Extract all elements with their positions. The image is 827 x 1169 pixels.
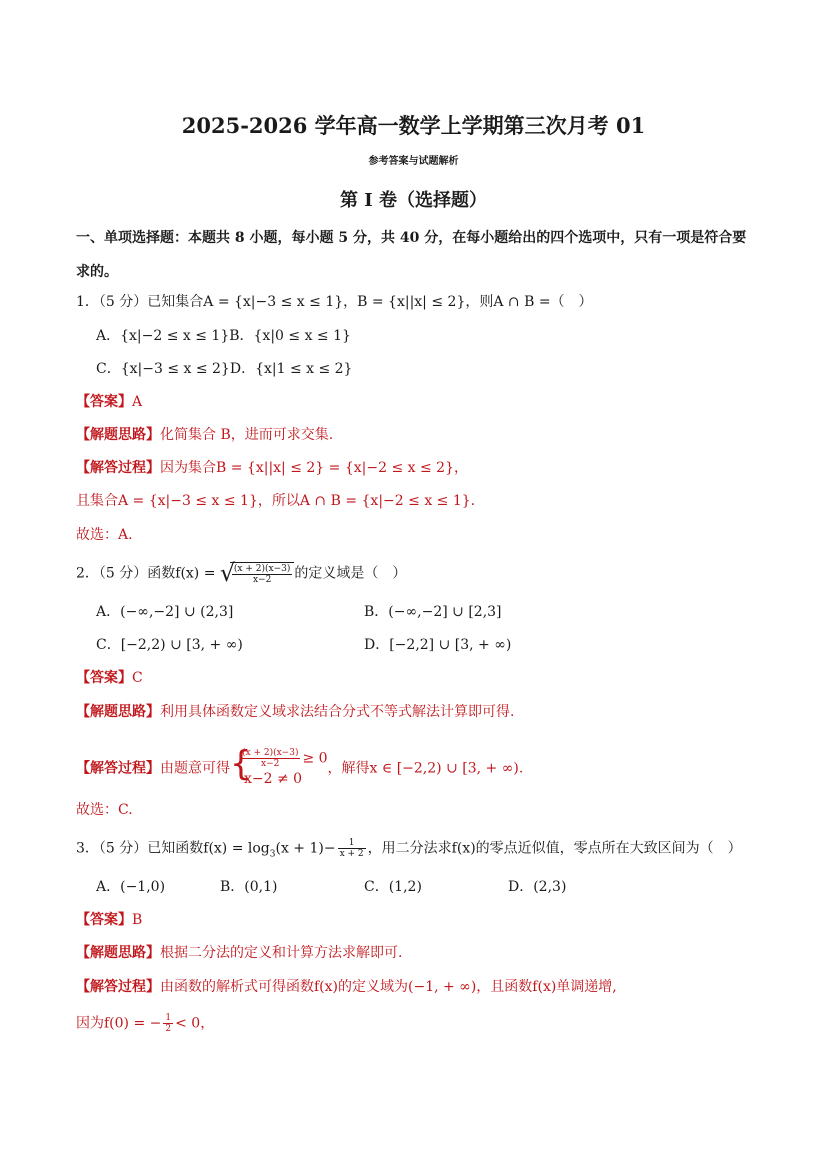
answer-label: 【答案】 xyxy=(76,912,132,928)
q2-option-d: D．[−2,2] ∪ [3, + ∞) xyxy=(364,637,512,653)
radical-icon: √ xyxy=(219,559,236,587)
q3-option-c: C．(1,2) xyxy=(364,879,422,895)
q3-frac-numerator: 1 xyxy=(338,838,366,849)
process2-numerator: 1 xyxy=(165,1013,172,1023)
idea-label: 【解题思路】 xyxy=(76,704,160,720)
q3-stem-prefix: 3．（5 分）已知函数f(x) = log xyxy=(76,840,270,857)
q1-idea xyxy=(76,425,333,445)
q2-stem-suffix: 的定义域是（ ） xyxy=(294,565,407,582)
page-subtitle: 参考答案与试题解析 xyxy=(368,156,459,167)
answer-value: C xyxy=(132,670,143,686)
idea-text: 化简集合 B，进而可求交集. xyxy=(160,427,334,443)
q2-option-b: B．(−∞,−2] ∪ [2,3] xyxy=(364,604,502,620)
section-heading: 第 I 卷（选择题） xyxy=(340,190,487,211)
q1-options-cd: C．{x|−3 ≤ x ≤ 2}D．{x|1 ≤ x ≤ 2} xyxy=(96,361,353,377)
q3-stem-suffix: ，用二分法求f(x)的零点近似值，零点所在大致区间为（ ） xyxy=(367,840,742,857)
q2-process xyxy=(76,744,524,789)
q2-choice: 故选：C. xyxy=(76,802,133,818)
q2-answer xyxy=(76,668,143,688)
process-label: 【解答过程】 xyxy=(76,979,160,995)
process-prefix: 由题意可得 xyxy=(160,760,230,777)
system-row2: x−2 ≠ 0 xyxy=(244,771,303,787)
q1-choice: 故选：A. xyxy=(76,527,133,543)
idea-label: 【解题思路】 xyxy=(76,945,160,961)
process2-suffix: < 0， xyxy=(175,1015,215,1032)
q1-process-line2: 且集合A = {x|−3 ≤ x ≤ 1}，所以A ∩ B = {x|−2 ≤ x ≤ 1}. xyxy=(76,493,476,509)
q2-stem xyxy=(76,559,407,587)
inequality-system xyxy=(230,744,328,789)
page-title: 2025-2026 学年高一数学上学期第三次月考 01 xyxy=(181,113,646,138)
q3-option-d: D．(2,3) xyxy=(508,879,567,895)
answer-label: 【答案】 xyxy=(76,394,132,410)
part-intro-line1: 一、单项选择题：本题共 8 小题，每小题 5 分，共 40 分，在每小题给出的四个选项中，只有一项是符合要 xyxy=(76,230,747,246)
q2-idea xyxy=(76,702,514,722)
process-label: 【解答过程】 xyxy=(76,460,160,476)
q2-stem-prefix: 2．（5 分）函数f(x) = xyxy=(76,565,220,582)
idea-label: 【解题思路】 xyxy=(76,427,160,443)
process-suffix: ，解得x ∈ [−2,2) ∪ [3, + ∞). xyxy=(327,760,524,777)
q3-option-a: A．(−1,0) xyxy=(96,879,166,895)
q3-process-line2 xyxy=(76,1013,214,1034)
answer-value: B xyxy=(132,912,143,928)
process-text: 由函数的解析式可得函数f(x)的定义域为(−1, + ∞)，且函数f(x)单调递增, xyxy=(160,979,617,995)
q1-options-ab: A．{x|−2 ≤ x ≤ 1}B．{x|0 ≤ x ≤ 1} xyxy=(96,328,351,344)
idea-text: 利用具体函数定义域求法结合分式不等式解法计算即可得. xyxy=(160,704,515,720)
system-numerator: (x + 2)(x−3) xyxy=(242,748,299,758)
sqrt-numerator: (x + 2)(x−3) xyxy=(233,564,291,574)
q3-idea xyxy=(76,943,402,963)
answer-value: A xyxy=(132,394,143,410)
system-ge: ≥ 0 xyxy=(302,750,328,767)
brace-icon: { xyxy=(230,744,252,784)
q1-process xyxy=(76,458,468,478)
q1-stem: 1．（5 分）已知集合A = {x|−3 ≤ x ≤ 1}，B = {x||x| ≤ 2}，则A ∩ B =（ ） xyxy=(76,294,593,310)
process-label: 【解答过程】 xyxy=(76,760,160,777)
process2-prefix: 因为f(0) = − xyxy=(76,1015,162,1032)
q2-option-a: A．(−∞,−2] ∪ (2,3] xyxy=(96,604,234,620)
part-intro-line2: 求的。 xyxy=(76,264,118,280)
q3-option-b: B．(0,1) xyxy=(220,879,278,895)
q3-process xyxy=(76,977,617,997)
q1-answer xyxy=(76,392,142,412)
q2-option-c: C．[−2,2) ∪ [3, + ∞) xyxy=(96,637,243,653)
process2-denominator: 2 xyxy=(165,1024,172,1034)
q3-answer xyxy=(76,910,142,930)
answer-label: 【答案】 xyxy=(76,670,132,686)
q3-stem-mid: (x + 1)− xyxy=(275,840,336,857)
idea-text: 根据二分法的定义和计算方法求解即可. xyxy=(160,945,403,961)
sqrt-denominator: x−2 xyxy=(252,575,272,585)
process-text: 因为集合B = {x||x| ≤ 2} = {x|−2 ≤ x ≤ 2}， xyxy=(160,460,468,476)
q3-frac-denominator: x + 2 xyxy=(339,849,364,859)
sqrt-expression xyxy=(219,559,294,587)
system-denominator: x−2 xyxy=(261,759,280,769)
q3-stem xyxy=(76,838,742,864)
log-base: 3 xyxy=(269,849,276,860)
